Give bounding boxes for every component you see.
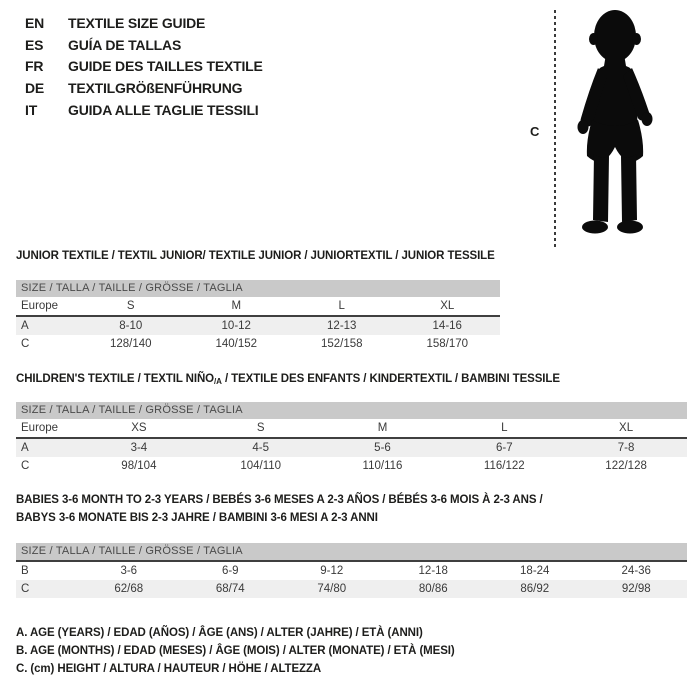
size-cell: XL [619, 422, 634, 434]
language-list [25, 12, 263, 120]
row-label: C [21, 460, 30, 472]
junior-size-table [16, 280, 500, 353]
value-cell: 68/74 [215, 583, 245, 595]
row-label: A [21, 442, 29, 454]
size-cell: L [338, 300, 345, 312]
value-cell: 158/170 [426, 338, 469, 350]
language-row-fr [25, 55, 263, 77]
table-row-height [16, 580, 687, 598]
value-cell: 140/152 [215, 338, 258, 350]
value-cell: 110/116 [362, 460, 403, 472]
language-title: GUÍA DE TALLAS [68, 36, 182, 53]
size-cell: S [256, 422, 265, 434]
row-label: C [21, 338, 30, 350]
size-cell: S [126, 300, 135, 312]
size-header-bar: SIZE / TALLA / TAILLE / GRÖSSE / TAGLIA [16, 402, 687, 419]
value-cell: 14-16 [432, 320, 462, 332]
size-cell: XS [131, 422, 147, 434]
value-cell: 122/128 [605, 460, 647, 472]
value-cell: 128/140 [109, 338, 152, 350]
junior-table-title-text: JUNIOR TEXTILE / TEXTIL JUNIOR/ TEXTILE JUNIOR / JUNIORTEXTIL / JUNIOR TESSILE [16, 250, 495, 262]
value-cell: 98/104 [121, 460, 157, 472]
value-cell: 24-36 [621, 565, 651, 577]
babies-table-title-line2: BABYS 3-6 MONATE BIS 2-3 JAHRE / BAMBINI 3-6 MESI A 2-3 ANNI [16, 512, 378, 524]
language-row-es [25, 34, 263, 56]
height-measure-label: C [530, 124, 540, 139]
language-code: IT [25, 101, 38, 118]
size-cell: XL [440, 300, 455, 312]
baby-silhouette-icon [562, 8, 664, 240]
table-row-months [16, 562, 687, 580]
legend-notes [16, 624, 455, 678]
value-cell: 152/158 [320, 338, 363, 350]
value-cell: 10-12 [221, 320, 251, 332]
row-label: Europe [21, 422, 59, 434]
language-row-de [25, 77, 263, 99]
value-cell: 3-6 [120, 565, 138, 577]
value-cell: 9-12 [320, 565, 344, 577]
value-cell: 12-13 [327, 320, 357, 332]
row-label: Europe [21, 300, 59, 312]
language-code: FR [25, 58, 44, 75]
height-dashed-line [554, 10, 556, 247]
language-title: GUIDE DES TAILLES TEXTILE [68, 58, 263, 75]
language-title: GUIDA ALLE TAGLIE TESSILI [68, 101, 259, 118]
language-code: DE [25, 79, 45, 96]
value-cell: 3-4 [130, 442, 148, 454]
value-cell: 86/92 [520, 583, 550, 595]
table-row-age [16, 317, 500, 335]
value-cell: 6-9 [221, 565, 239, 577]
language-code: ES [25, 36, 44, 53]
children-table-title-post: / TEXTILE DES ENFANTS / KINDERTEXTIL / BAMBINI TESSILE [221, 373, 560, 385]
value-cell: 8-10 [119, 320, 143, 332]
size-cell: L [501, 422, 508, 434]
value-cell: 92/98 [621, 583, 651, 595]
value-cell: 18-24 [520, 565, 550, 577]
table-row-height [16, 335, 500, 353]
size-cell: M [377, 422, 388, 434]
note-height-cm: C. (cm) HEIGHT / ALTURA / HAUTEUR / HÖHE / ALTEZZA [16, 663, 322, 675]
table-row-age [16, 439, 687, 457]
babies-size-table [16, 543, 687, 598]
row-label: A [21, 320, 29, 332]
value-cell: 74/80 [317, 583, 347, 595]
value-cell: 12-18 [418, 565, 448, 577]
language-title: TEXTILE SIZE GUIDE [68, 14, 206, 31]
row-label: C [21, 583, 30, 595]
language-code: EN [25, 14, 45, 31]
row-label: B [21, 565, 29, 577]
children-table-title [16, 370, 560, 391]
value-cell: 104/110 [240, 460, 282, 472]
babies-table-title-line1: BABIES 3-6 MONTH TO 2-3 YEARS / BEBÉS 3-6 MESES A 2-3 AÑOS / BÉBÉS 3-6 MOIS À 2-3 ANS / [16, 494, 543, 506]
table-row-europe [16, 297, 500, 317]
size-cell: M [231, 300, 242, 312]
babies-table-title [16, 491, 543, 527]
size-header-bar: SIZE / TALLA / TAILLE / GRÖSSE / TAGLIA [16, 280, 500, 297]
note-age-months: B. AGE (MONTHS) / EDAD (MESES) / ÂGE (MOIS) / ALTER (MONATE) / ETÀ (MESI) [16, 645, 455, 657]
language-row-en [25, 12, 263, 34]
size-header-bar: SIZE / TALLA / TAILLE / GRÖSSE / TAGLIA [16, 543, 687, 562]
children-table-title-pre: CHILDREN'S TEXTILE / TEXTIL NIÑO [16, 373, 215, 385]
value-cell: 7-8 [617, 442, 635, 454]
value-cell: 5-6 [374, 442, 391, 454]
table-row-height [16, 457, 687, 475]
value-cell: 62/68 [114, 583, 144, 595]
junior-table-title [16, 247, 495, 265]
language-title: TEXTILGRÖßENFÜHRUNG [68, 79, 243, 96]
table-row-europe [16, 419, 687, 439]
value-cell: 80/86 [418, 583, 448, 595]
value-cell: 116/122 [483, 460, 525, 472]
note-age-years: A. AGE (YEARS) / EDAD (AÑOS) / ÂGE (ANS) / ALTER (JAHRE) / ETÀ (ANNI) [16, 627, 423, 639]
value-cell: 6-7 [495, 442, 513, 454]
children-table-title-sub: /A [214, 377, 222, 386]
value-cell: 4-5 [252, 442, 269, 454]
language-row-it [25, 99, 263, 121]
children-size-table [16, 402, 687, 475]
